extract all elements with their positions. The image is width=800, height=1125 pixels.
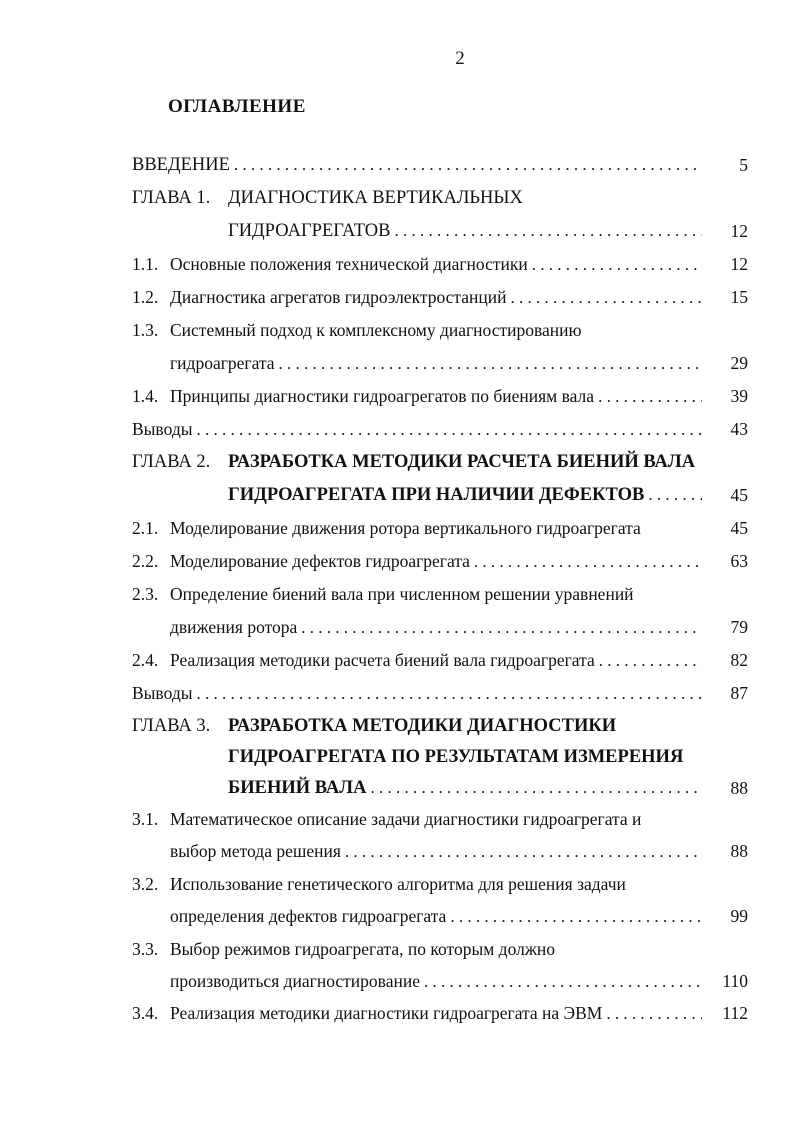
toc-page: 12 xyxy=(730,221,748,241)
section-number: 3.1. xyxy=(132,809,159,829)
dot-leader xyxy=(341,839,702,865)
toc-entry-intro[interactable] xyxy=(132,152,702,178)
toc-entry-text: Выводы xyxy=(132,683,193,703)
toc-page: 12 xyxy=(730,254,748,274)
dot-leader xyxy=(507,285,703,311)
section-number: 1.1. xyxy=(132,254,159,274)
toc-entry-text: Реализация методики диагностики гидроагрегата на ЭВМ xyxy=(170,1003,603,1023)
toc-entry-text: определения дефектов гидроагрегата xyxy=(170,906,447,926)
toc-entry-ch3[interactable] xyxy=(228,775,702,801)
toc-entry-text-line: Математическое описание задачи диагностики гидроагрегата и xyxy=(170,809,642,829)
chapter-title-line: ГИДРОАГРЕГАТА ПРИ НАЛИЧИИ ДЕФЕКТОВ xyxy=(228,485,645,505)
dot-leader xyxy=(595,648,702,674)
toc-page: 15 xyxy=(730,287,748,307)
dot-leader xyxy=(420,969,702,995)
toc-entry-2-1[interactable]: Моделирование движения ротора вертикального гидроагрегата xyxy=(170,518,641,538)
toc-page: 87 xyxy=(730,683,748,703)
toc-entry-text: Принципы диагностики гидроагрегатов по биениям вала xyxy=(170,386,595,406)
dot-leader xyxy=(230,152,702,178)
dot-leader xyxy=(528,252,702,278)
toc-entry-text: ВВЕДЕНИЕ xyxy=(132,155,230,175)
toc-entry-text: Реализация методики расчета биений вала гидроагрегата xyxy=(170,650,595,670)
dot-leader xyxy=(297,615,702,641)
toc-page: 45 xyxy=(730,518,748,538)
toc-entry-2-4[interactable] xyxy=(170,647,702,673)
toc-page: 43 xyxy=(730,419,748,439)
dot-leader xyxy=(192,417,702,443)
toc-page: 63 xyxy=(730,551,748,571)
chapter-title-line: ГИДРОАГРЕГАТА ПО РЕЗУЛЬТАТАМ ИЗМЕРЕНИЯ xyxy=(228,747,684,767)
toc-entry-1-3[interactable] xyxy=(170,350,702,376)
section-number: 1.2. xyxy=(132,287,159,307)
dot-leader xyxy=(275,351,702,377)
toc-page: 82 xyxy=(730,650,748,670)
section-number: 2.2. xyxy=(132,551,159,571)
toc-page: 112 xyxy=(722,1003,748,1023)
toc-entry-2-3[interactable] xyxy=(170,614,702,640)
section-number: 1.3. xyxy=(132,320,159,340)
toc-page: 88 xyxy=(730,841,748,861)
dot-leader xyxy=(192,681,702,707)
dot-leader xyxy=(470,549,702,575)
dot-leader xyxy=(594,384,702,410)
toc-entry-conclusions-1[interactable] xyxy=(132,416,702,442)
toc-page: 39 xyxy=(730,386,748,406)
toc-title: ОГЛАВЛЕНИЕ xyxy=(168,96,306,117)
chapter-title-line: РАЗРАБОТКА МЕТОДИКИ РАСЧЕТА БИЕНИЙ ВАЛА xyxy=(228,452,696,472)
section-number: 2.3. xyxy=(132,584,159,604)
chapter-title-line: БИЕНИЙ ВАЛА xyxy=(228,778,367,798)
dot-leader xyxy=(602,1001,702,1027)
chapter-title-line: ГИДРОАГРЕГАТОВ xyxy=(228,221,391,241)
toc-entry-3-4[interactable] xyxy=(170,1000,702,1026)
toc-entry-3-2[interactable] xyxy=(170,903,702,929)
toc-entry-1-1[interactable] xyxy=(170,251,702,277)
toc-page: 99 xyxy=(730,906,748,926)
toc-page: 88 xyxy=(730,778,748,798)
section-number: 1.4. xyxy=(132,386,159,406)
section-number: 2.4. xyxy=(132,650,159,670)
chapter-title-line: ДИАГНОСТИКА ВЕРТИКАЛЬНЫХ xyxy=(228,188,523,208)
toc-page: 45 xyxy=(730,485,748,505)
chapter-number: ГЛАВА 2. xyxy=(132,452,211,472)
page-number: 2 xyxy=(455,48,465,69)
section-number: 3.4. xyxy=(132,1003,159,1023)
toc-entry-text: Диагностика агрегатов гидроэлектростанций xyxy=(170,287,507,307)
chapter-title-line: РАЗРАБОТКА МЕТОДИКИ ДИАГНОСТИКИ xyxy=(228,716,617,736)
toc-entry-text: гидроагрегата xyxy=(170,353,275,373)
dot-leader xyxy=(446,904,702,930)
toc-entry-text: движения ротора xyxy=(170,617,298,637)
toc-entry-ch2[interactable] xyxy=(228,482,702,508)
toc-entry-2-2[interactable] xyxy=(170,548,702,574)
toc-entry-3-3[interactable] xyxy=(170,968,702,994)
dot-leader xyxy=(366,775,702,801)
toc-entry-1-2[interactable] xyxy=(170,284,702,310)
toc-entry-text: Основные положения технической диагностики xyxy=(170,254,528,274)
toc-page: 110 xyxy=(722,971,748,991)
toc-entry-text-line: Использование генетического алгоритма для решения задачи xyxy=(170,874,626,894)
chapter-number: ГЛАВА 1. xyxy=(132,188,211,208)
toc-entry-text-line: Выбор режимов гидроагрегата, по которым должно xyxy=(170,939,556,959)
toc-page: 29 xyxy=(730,353,748,373)
toc-page: 5 xyxy=(739,155,748,175)
toc-entry-3-1[interactable] xyxy=(170,838,702,864)
section-number: 3.2. xyxy=(132,874,159,894)
section-number: 3.3. xyxy=(132,939,159,959)
toc-entry-1-4[interactable] xyxy=(170,383,702,409)
chapter-number: ГЛАВА 3. xyxy=(132,716,211,736)
toc-page: 79 xyxy=(730,617,748,637)
toc-entry-ch1[interactable] xyxy=(228,218,702,244)
toc-entry-conclusions-2[interactable] xyxy=(132,680,702,706)
dot-leader xyxy=(390,218,702,244)
toc-entry-text: производиться диагностирование xyxy=(170,971,420,991)
dot-leader xyxy=(644,482,702,508)
toc-entry-text: выбор метода решения xyxy=(170,841,341,861)
toc-entry-text-line: Системный подход к комплексному диагностированию xyxy=(170,320,582,340)
toc-entry-text: Моделирование дефектов гидроагрегата xyxy=(170,551,470,571)
toc-entry-text: Выводы xyxy=(132,419,193,439)
section-number: 2.1. xyxy=(132,518,159,538)
toc-entry-text-line: Определение биений вала при численном решении уравнений xyxy=(170,584,634,604)
